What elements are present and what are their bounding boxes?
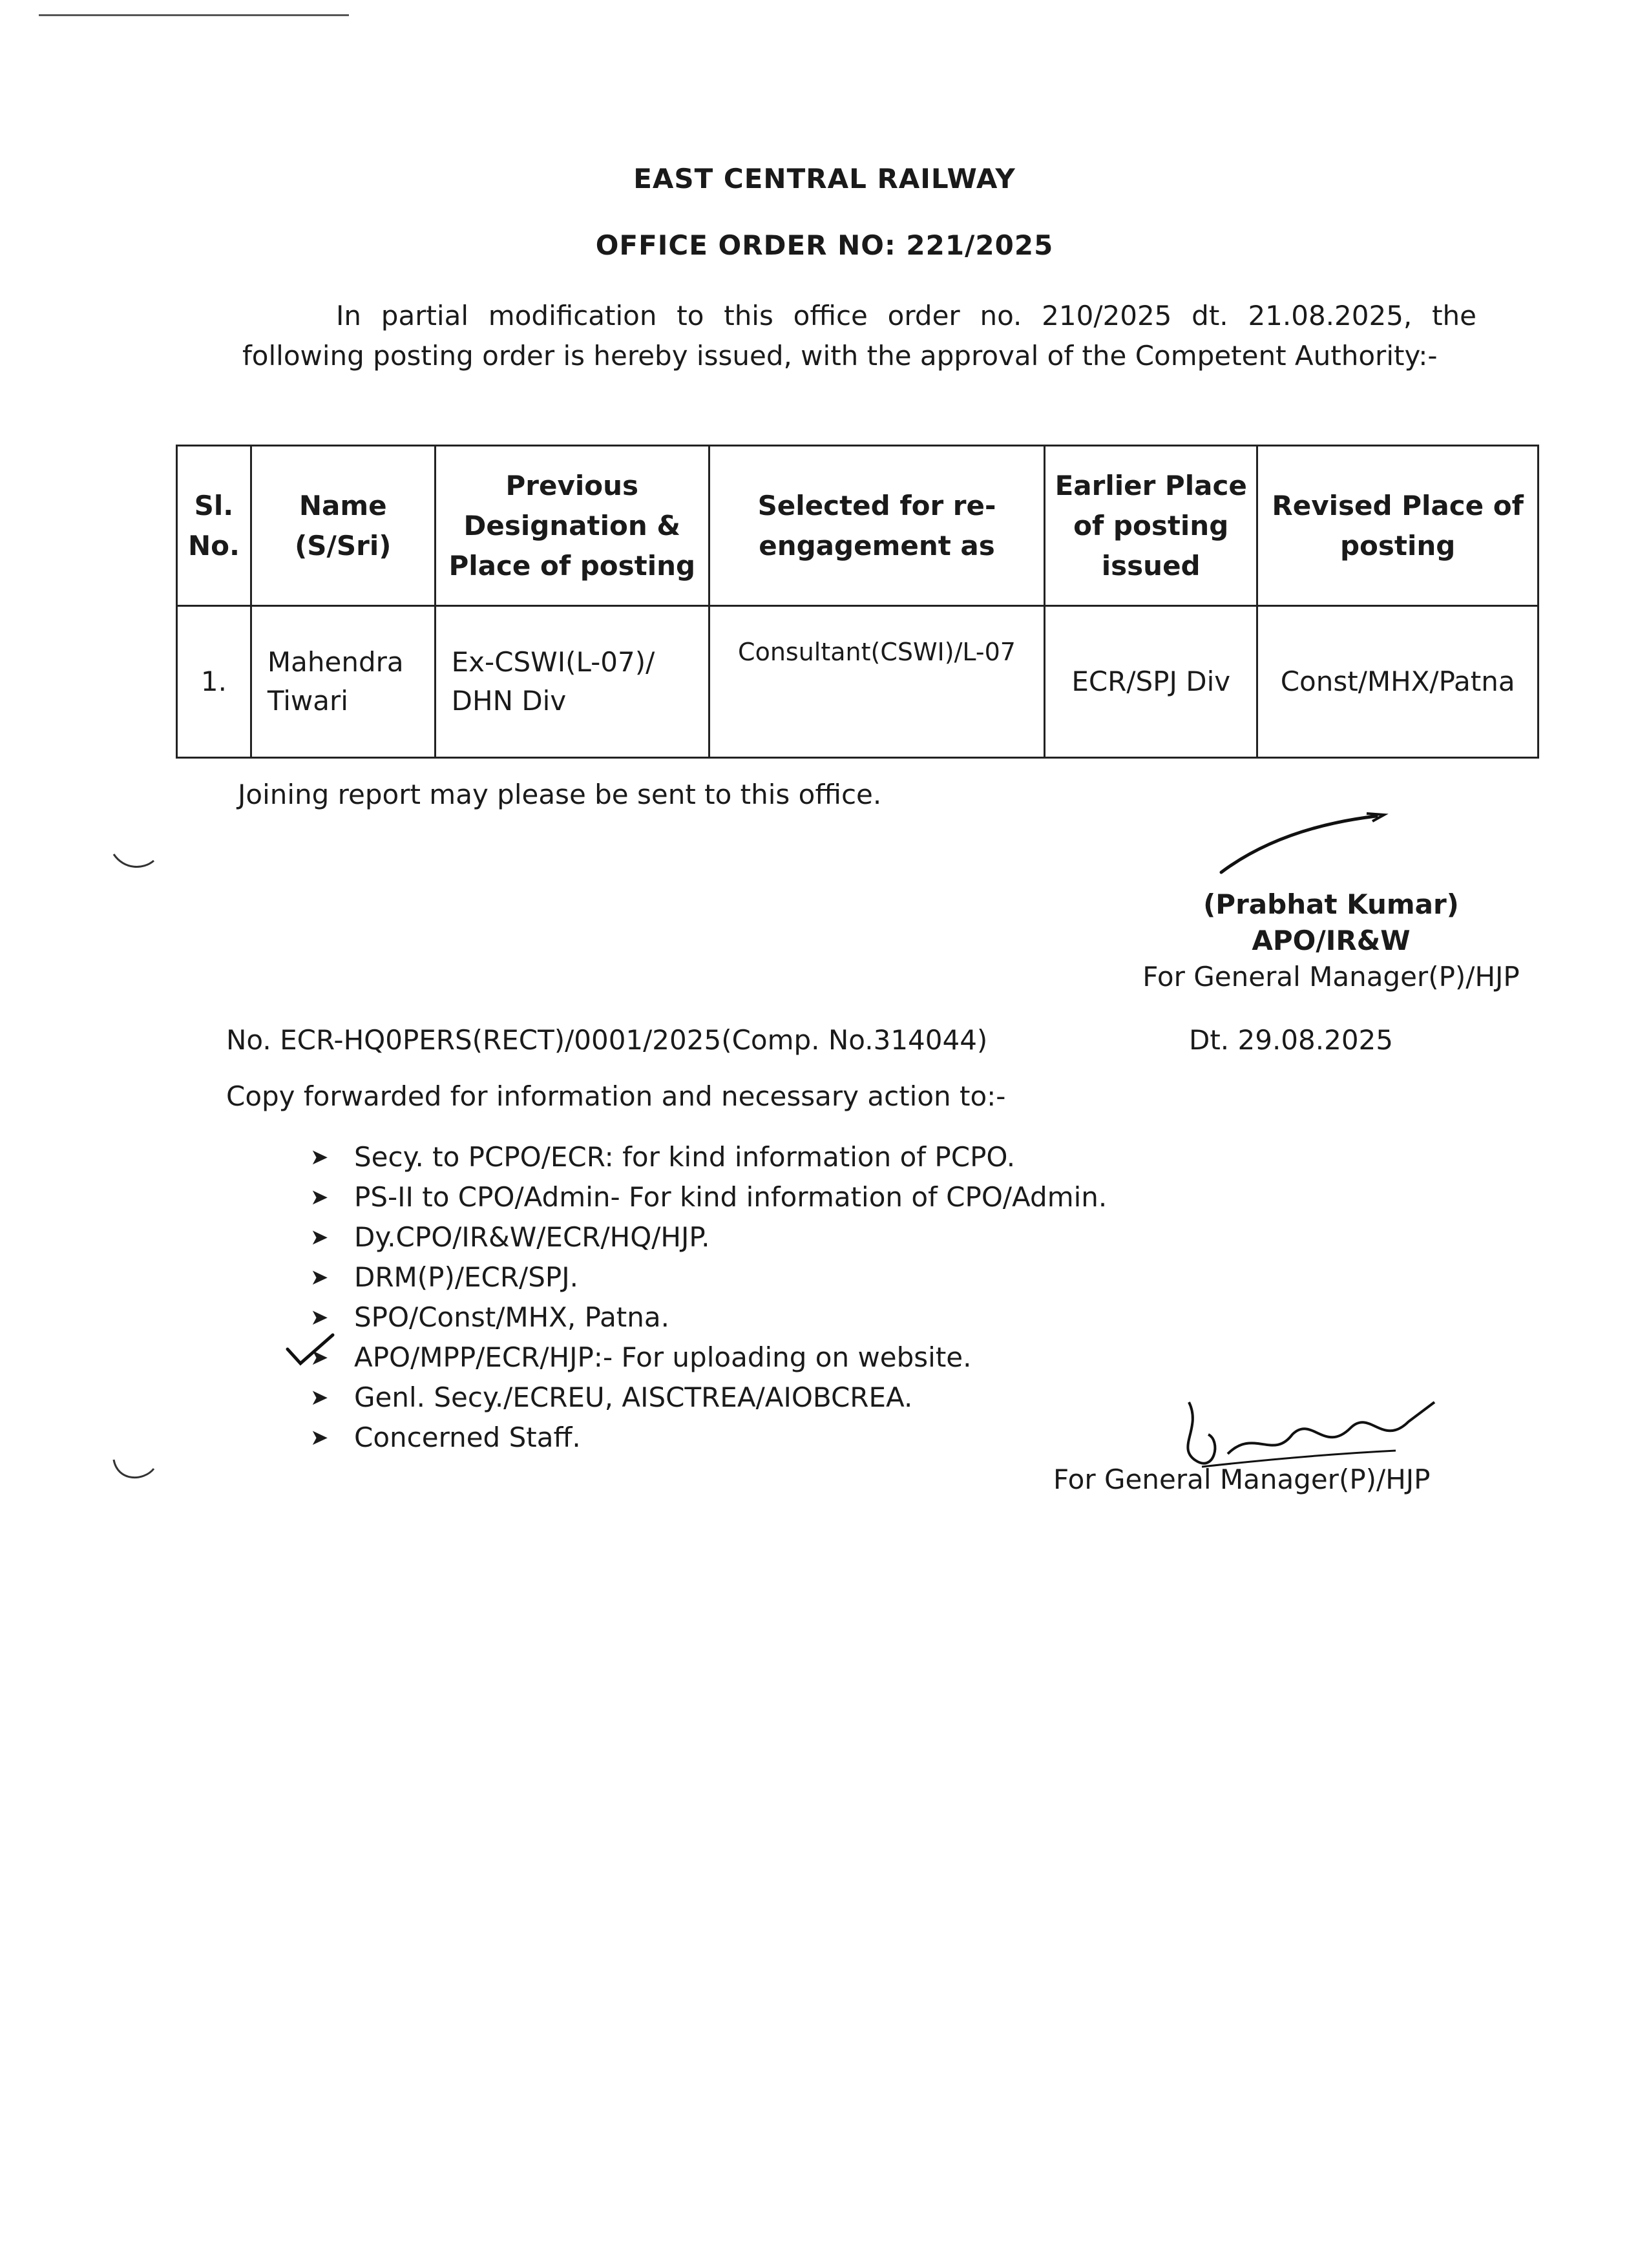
reference-number: No. ECR-HQ0PERS(RECT)/0001/2025(Comp. No.314044) [226,1024,988,1056]
signatory-for: For General Manager(P)/HJP [1142,961,1520,992]
top-rule [39,14,349,16]
intro-paragraph: In partial modification to this office order no. 210/2025 dt. 21.08.2025, the following posting order is hereby issued, with the approval of the Competent Authority:- [242,300,1476,372]
cell-selected-for: Consultant(CSWI)/L-07 [709,606,1044,758]
header-earlier-place: Earlier Place of posting issued [1045,446,1257,606]
header-sl-no: Sl. No. [177,446,251,606]
cell-sl-no: 1. [177,606,251,758]
arrow-bullet-icon: ➤ [310,1144,329,1170]
margin-mark-icon [111,1457,156,1483]
checkmark-icon [284,1330,336,1369]
list-item: ➤ Concerned Staff. [310,1418,1107,1458]
list-item: ➤ SPO/Const/MHX, Patna. [310,1297,1107,1338]
cell-revised-place: Const/MHX/Patna [1257,606,1539,758]
cell-name: Mahendra Tiwari [251,606,435,758]
header-revised-place: Revised Place of posting [1257,446,1539,606]
cell-previous-designation: Ex-CSWI(L-07)/ DHN Div [435,606,709,758]
arrow-bullet-icon: ➤ [310,1265,329,1290]
arrow-bullet-icon: ➤ [310,1425,329,1451]
list-item: ➤ Dy.CPO/IR&W/ECR/HQ/HJP. [310,1217,1107,1257]
list-item: ➤ Secy. to PCPO/ECR: for kind information of PCPO. [310,1137,1107,1177]
joining-note: Joining report may please be sent to this office. [238,779,882,810]
arrow-bullet-icon: ➤ [310,1305,329,1330]
arrow-bullet-icon: ➤ [310,1184,329,1210]
table-header-row [177,446,1539,606]
list-item: ➤ APO/MPP/ECR/HJP:- For uploading on website. [310,1338,1107,1378]
signatory-designation: APO/IR&W [1252,925,1411,956]
posting-table [176,445,1539,759]
copy-forwarded-line: Copy forwarded for information and necessary action to:- [226,1080,1006,1112]
office-order-number: OFFICE ORDER NO: 221/2025 [595,229,1054,261]
footer-signatory: For General Manager(P)/HJP [1053,1464,1431,1495]
organization-title: EAST CENTRAL RAILWAY [633,163,1016,194]
arrow-bullet-icon: ➤ [310,1385,329,1411]
header-selected-for: Selected for re-engagement as [709,446,1044,606]
signature-stroke-icon [1215,804,1396,882]
list-item: ➤ Genl. Secy./ECREU, AISCTREA/AIOBCREA. [310,1378,1107,1418]
list-item: ➤ DRM(P)/ECR/SPJ. [310,1257,1107,1297]
header-name: Name (S/Sri) [251,446,435,606]
margin-mark-icon [111,852,156,871]
signatory-name: (Prabhat Kumar) [1203,888,1459,920]
reference-date: Dt. 29.08.2025 [1189,1024,1393,1056]
header-previous-designation: Previous Designation & Place of posting [435,446,709,606]
table-row [177,606,1539,758]
arrow-bullet-icon: ➤ [310,1345,329,1370]
copy-list [310,1137,1107,1458]
arrow-bullet-icon: ➤ [310,1224,329,1250]
list-item: ➤ PS-II to CPO/Admin- For kind information of CPO/Admin. [310,1177,1107,1217]
cell-earlier-place: ECR/SPJ Div [1045,606,1257,758]
